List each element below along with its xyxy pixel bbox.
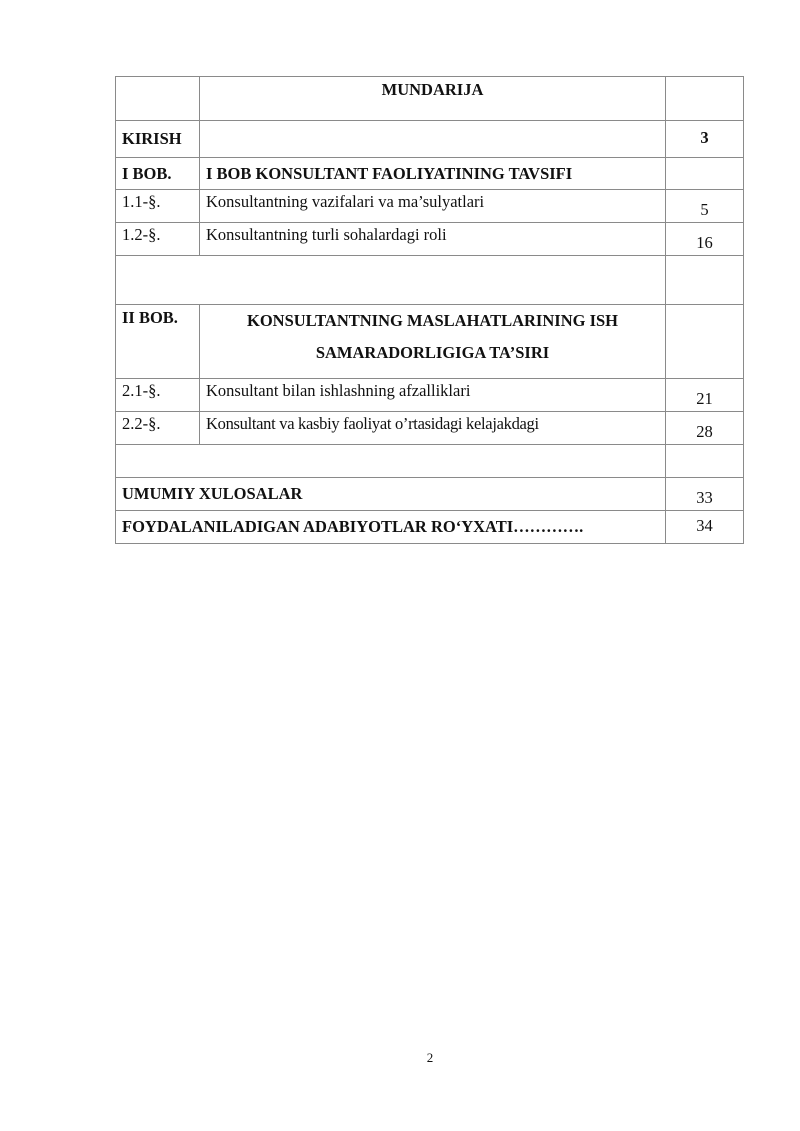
- empty-cell: [666, 256, 744, 305]
- section-page: 21: [666, 379, 744, 412]
- toc-row-section: [116, 412, 744, 445]
- toc-title: MUNDARIJA: [200, 77, 666, 121]
- section-number: 2.2-§.: [116, 412, 200, 445]
- conclusions-page: 33: [666, 478, 744, 511]
- empty-cell: [116, 256, 666, 305]
- intro-page: 3: [666, 121, 744, 158]
- toc-row-chapter1: [116, 158, 744, 190]
- chapter2-title: [200, 305, 666, 379]
- toc-row-section: [116, 190, 744, 223]
- toc-row-chapter2: [116, 305, 744, 379]
- empty-cell: [666, 77, 744, 121]
- empty-cell: [666, 158, 744, 190]
- references-label: FOYDALANILADIGAN ADABIYOTLAR RO‘YXATI………….: [116, 511, 666, 544]
- section-title: Konsultantning turli sohalardagi roli: [200, 223, 666, 256]
- section-number: 1.2-§.: [116, 223, 200, 256]
- section-title: Konsultant va kasbiy faoliyat o’rtasidagi kelajakdagi: [200, 412, 666, 445]
- section-number: 2.1-§.: [116, 379, 200, 412]
- section-page: 5: [666, 190, 744, 223]
- toc-spacer-row: [116, 445, 744, 478]
- section-title: Konsultant bilan ishlashning afzalliklari: [200, 379, 666, 412]
- chapter2-title-line1: KONSULTANTNING MASLAHATLARINING ISH: [246, 311, 619, 330]
- toc-row-intro: [116, 121, 744, 158]
- toc-header-row: [116, 77, 744, 121]
- empty-cell: [116, 445, 666, 478]
- section-page: 28: [666, 412, 744, 445]
- section-number: 1.1-§.: [116, 190, 200, 223]
- references-page: 34: [666, 511, 744, 544]
- chapter2-number: II BOB.: [116, 305, 200, 379]
- empty-cell: [666, 445, 744, 478]
- section-title: Konsultantning vazifalari va ma’sulyatlari: [200, 190, 666, 223]
- table-of-contents: [115, 76, 744, 544]
- toc-row-section: [116, 223, 744, 256]
- chapter2-title-line2: SAMARADORLIGIGA TA’SIRI: [315, 343, 550, 362]
- chapter1-title: I BOB KONSULTANT FAOLIYATINING TAVSIFI: [200, 158, 666, 190]
- chapter1-number: I BOB.: [116, 158, 200, 190]
- intro-label: KIRISH: [116, 121, 200, 158]
- empty-cell: [666, 305, 744, 379]
- toc-row-section: [116, 379, 744, 412]
- empty-cell: [200, 121, 666, 158]
- section-page: 16: [666, 223, 744, 256]
- toc-row-references: [116, 511, 744, 544]
- empty-cell: [116, 77, 200, 121]
- page-number: 2: [426, 1050, 434, 1065]
- conclusions-label: UMUMIY XULOSALAR: [116, 478, 666, 511]
- toc-row-conclusions: [116, 478, 744, 511]
- toc-spacer-row: [116, 256, 744, 305]
